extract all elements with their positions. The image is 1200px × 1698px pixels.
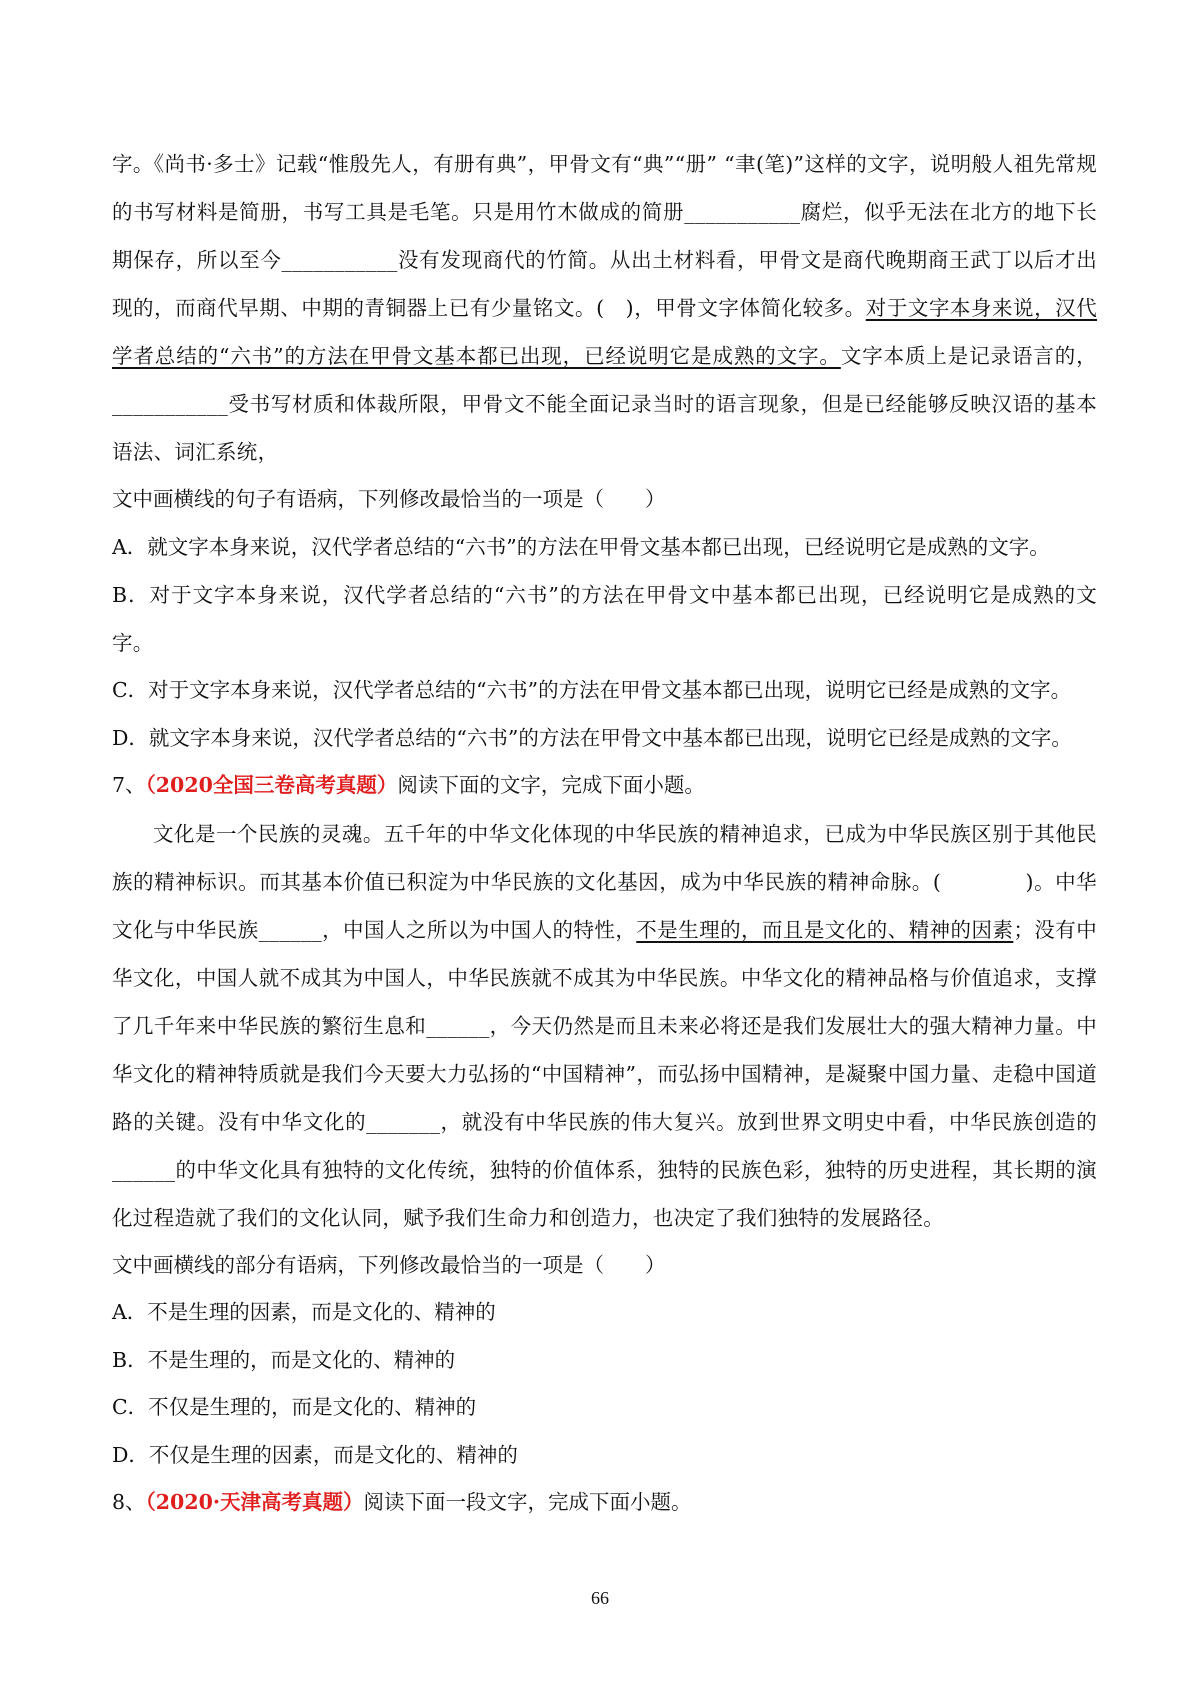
q7-question: 文中画横线的部分有语病，下列修改最恰当的一项是（ ） — [112, 1252, 666, 1277]
q7-number: 7、 — [112, 773, 146, 797]
q7-passage — [112, 810, 1097, 1242]
q8-heading — [112, 1479, 1097, 1527]
q7-option-a: A．不是生理的因素，而是文化的、精神的 — [112, 1300, 496, 1324]
page-content — [112, 140, 1097, 1527]
q7-option-d: D．不仅是生理的因素，而是文化的、精神的 — [112, 1442, 518, 1467]
q6-passage — [112, 140, 1097, 476]
q7-passage-part2: ；没有中华文化，中国人就不成其为中国人，中华民族就不成其为中华民族。中华文化的精神品格与价值追求，支撑了几千年来中华民族的繁衍生息和______，今天仍然是而且未来必将还是我们发展壮大的强大精神力量。中华文化的精神特质就是我们今天要大力弘扬的“中国精神”，而弘扬中国精神，是凝聚中国力量、走稳中国道路的关键。没有中华文化的_______，就没有中华民族的伟大复兴。放到世界文明史中看，中华民族创造的______的中华文化具有独特的文化传统，独特的价值体系，独特的民族色彩，独特的历史进程，其长期的演化过程造就了我们的文化认同，赋予我们生命力和创造力，也决定了我们独特的发展路径。 — [112, 917, 1098, 1230]
q7-option-c: C．不仅是生理的，而是文化的、精神的 — [112, 1395, 477, 1419]
q8-number: 8、 — [112, 1490, 146, 1514]
q7-heading — [112, 762, 1097, 810]
q8-source-tag: （2020·天津高考真题） — [145, 1490, 364, 1514]
q6-option-a: A．就文字本身来说，汉代学者总结的“六书”的方法在甲骨文基本都已出现，已经说明它是成熟的文字。 — [112, 534, 1050, 559]
q6-passage-part2: 文字本质上是记录语言的，___________受书写材质和体裁所限，甲骨文不能全面记录当时的语言现象，但是已经能够反映汉语的基本语法、词汇系统， — [112, 344, 1097, 464]
q6-option-c: C．对于文字本身来说，汉代学者总结的“六书”的方法在甲骨文基本都已出现，说明它已经是成熟的文字。 — [112, 678, 1072, 702]
q7-instruction: 阅读下面的文字，完成下面小题。 — [397, 773, 705, 797]
page-number: 66 — [591, 1588, 609, 1608]
q7-passage-part1: 文化是一个民族的灵魂。五千年的中华文化体现的中华民族的精神追求，已成为中华民族区别于其他民族的精神标识。而其基本价值已积淀为中华民族的文化基因，成为中华民族的精神命脉。( )。中华文化与中华民族______，中国人之所以为中国人的特性， — [112, 821, 1097, 942]
q6-option-d: D．就文字本身来说，汉代学者总结的“六书”的方法在甲骨文中基本都已出现，说明它已经是成熟的文字。 — [112, 725, 1072, 750]
q6-question: 文中画横线的句子有语病，下列修改最恰当的一项是（ ） — [112, 487, 666, 511]
q8-instruction: 阅读下面一段文字，完成下面小题。 — [363, 1490, 692, 1514]
q6-underlined-sentence: 对于文字本身来说，汉代学者总结的“六书”的方法在甲骨文基本都已出现，已经说明它是成熟的文字。 — [112, 296, 1098, 368]
q6-option-b: B．对于文字本身来说，汉代学者总结的“六书”的方法在甲骨文中基本都已出现，已经说明它是成熟的文字。 — [112, 583, 1097, 655]
q7-source-tag: （2020全国三卷高考真题） — [145, 773, 398, 797]
q7-option-b: B．不是生理的，而是文化的、精神的 — [112, 1347, 456, 1372]
q6-passage-part1: 字。《尚书·多士》记载“惟殷先人，有册有典”，甲骨文有“典”“册” “聿(笔)”这样的文字，说明般人祖先常规的书写材料是简册，书写工具是毛笔。只是用竹木做成的简册___________腐烂，似乎无法在北方的地下长期保存，所以至今___________没有发现商代的竹简。从出土材料看，甲骨文是商代晚期商王武丁以后才出现的，而商代早期、中期的青铜器上已有少量铭文。( )，甲骨文字体简化较多。 — [112, 152, 1097, 320]
q7-underlined-phrase: 不是生理的，而且是文化的、精神的因素 — [636, 917, 1014, 942]
